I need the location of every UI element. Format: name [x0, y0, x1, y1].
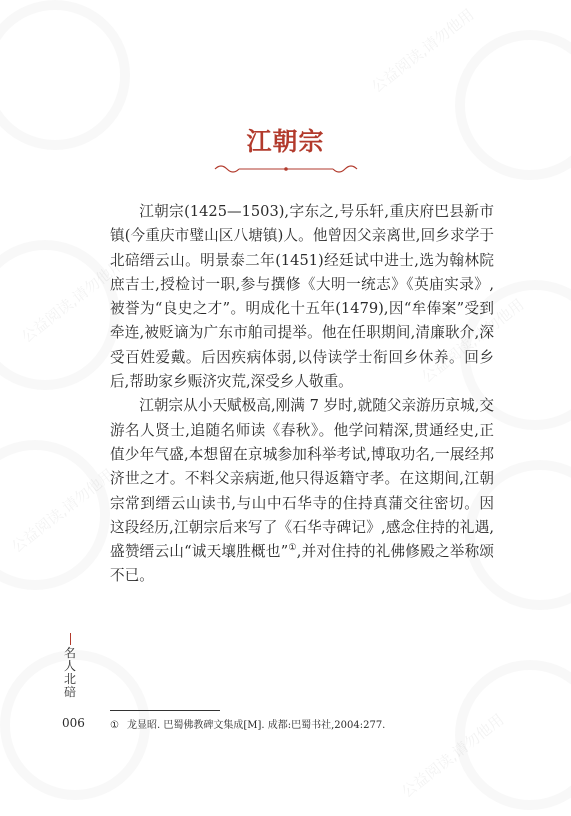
- watermark-text: 公益阅读,请勿他用: [17, 255, 128, 347]
- footnote-reference[interactable]: ①: [288, 543, 297, 554]
- watermark-text: 公益阅读,请勿他用: [417, 295, 528, 387]
- watermark-ring: [455, 660, 571, 810]
- watermark-ring: [0, 440, 110, 590]
- side-label-char: 名: [63, 646, 76, 660]
- paragraph-2: [110, 394, 494, 588]
- paragraph-1-text: 江朝宗(1425—1503),字东之,号乐轩,重庆府巴县新市镇(今重庆市璧山区八塘镇)人。他曾因父亲离世,回乡求学于北碚缙云山。明景泰二年(1451)经廷试中进士,选为翰林院庶吉士,授检讨一职,参与撰修《大明一统志》《英庙实录》,被誉为“良史之才”。明成化十五年(1479),因“牟俸案”受到牵连,被贬谪为广东市舶司提举。他在任职期间,清廉耿介,深受百姓爱戴。后因疾病体弱,以侍读学士衔回乡休养。回乡后,帮助家乡赈济灾荒,深受乡人敬重。: [110, 203, 494, 391]
- footnote-divider: [110, 710, 220, 711]
- title-ornament-icon: [211, 162, 361, 176]
- watermark-text: 公益阅读,请勿他用: [7, 465, 118, 557]
- chapter-header: [0, 122, 571, 176]
- paragraph-1: [110, 200, 494, 394]
- watermark-text: 公益阅读,请勿他用: [367, 5, 478, 97]
- side-label-char: 人: [63, 659, 76, 673]
- page-number: 006: [62, 716, 85, 730]
- paragraph-2-text: 江朝宗从小天赋极高,刚满 7 岁时,就随父亲游历京城,交游名人贤士,追随名师读《春秋》。他学问精深,贯通经史,正值少年气盛,本想留在京城参加科举考试,博取功名,一展经邦济世之才。不料父亲病逝,他只得返籍守孝。在这期间,江朝宗常到缙云山读书,与山中石华寺的住持真蒲交往密切。因这段经历,江朝宗后来写了《石华寺碑记》,感念住持的礼遇,盛赞缙云山“诚天壤胜概也”: [110, 397, 494, 561]
- footnote-mark: ①: [110, 720, 119, 731]
- paragraph-2-tail: ,并对住持的礼佛修殿之举称颂不已。: [110, 543, 494, 585]
- watermark-text: 公益阅读,请勿他用: [397, 710, 508, 802]
- footnote: [110, 716, 385, 731]
- footnote-text: 龙显昭. 巴蜀佛教碑文集成[M]. 成都:巴蜀书社,2004:277.: [126, 720, 386, 731]
- side-label-char: 碚: [63, 685, 76, 699]
- side-label-rule: [70, 633, 71, 645]
- chapter-title: 江朝宗: [246, 127, 325, 156]
- body-text: [110, 200, 494, 589]
- watermark-ring: [0, 240, 120, 390]
- running-section-label: [63, 633, 77, 699]
- side-label-char: 北: [63, 672, 76, 686]
